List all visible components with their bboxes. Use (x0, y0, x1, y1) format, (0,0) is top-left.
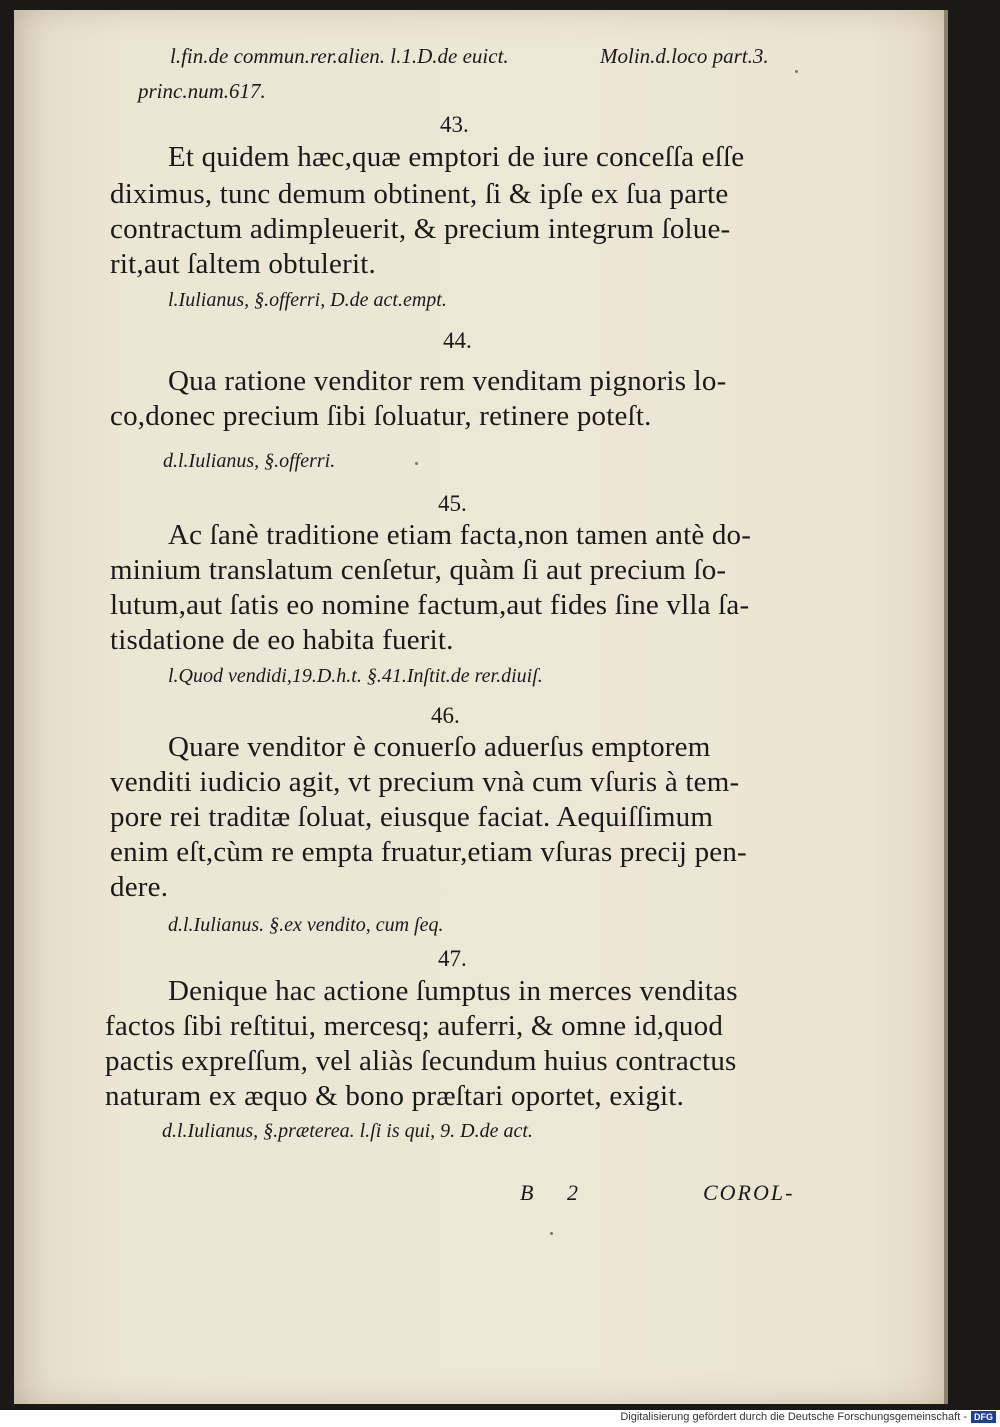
paragraph-line: enim eſt,cùm re empta fruatur,etiam vſuras precij pen- (110, 836, 747, 868)
paragraph-line: lutum,aut ſatis eo nomine factum,aut fides ſine vlla ſa- (110, 589, 750, 621)
header-citation-left: l.fin.de commun.rer.alien. l.1.D.de euict. (170, 44, 509, 68)
paragraph-line: tisdatione de eo habita fuerit. (110, 624, 454, 656)
paragraph-line: diximus, tunc demum obtinent, ſi & ipſe ex ſua parte (110, 178, 729, 210)
paragraph-line: factos ſibi reſtitui, mercesq; auferri, & omne id,quod (105, 1010, 724, 1042)
paragraph-line: Denique hac actione ſumptus in merces venditas (168, 975, 738, 1007)
section-number: 43. (440, 112, 469, 137)
paragraph-line: venditi iudicio agit, vt precium vnà cum vſuris à tem- (110, 766, 740, 798)
paragraph-line: pactis expreſſum, vel aliàs ſecundum huius contractus (105, 1045, 737, 1077)
catchword: COROL- (703, 1180, 795, 1205)
section-number: 45. (438, 491, 467, 516)
paragraph-line: naturam ex æquo & bono præſtari oportet, exigit. (105, 1080, 685, 1112)
signature-mark: B 2 (520, 1180, 592, 1205)
section-number: 46. (431, 703, 460, 728)
paragraph-line: Qua ratione venditor rem venditam pignoris lo- (168, 365, 727, 397)
header-citation-continued: princ.num.617. (138, 79, 266, 103)
paragraph-line: Quare venditor è conuerſo aduerſus emptorem (168, 731, 711, 763)
paragraph-line: pore rei traditæ ſoluat, eiusque faciat. Aequiſſimum (110, 801, 714, 833)
paragraph-line: Ac ſanè traditione etiam facta,non tamen antè do- (168, 519, 752, 551)
dfg-logo: DFG (971, 1411, 996, 1423)
paper-speck (415, 462, 418, 465)
page-edge (944, 10, 948, 1404)
section-number: 47. (438, 946, 467, 971)
paper-speck (550, 1232, 553, 1235)
citation: l.Quod vendidi,19.D.h.t. §.41.Inſtit.de rer.diuiſ. (168, 665, 543, 687)
citation: l.Iulianus, §.offerri, D.de act.empt. (168, 289, 447, 311)
paragraph-line: contractum adimpleuerit, & precium integrum ſolue- (110, 213, 731, 245)
paragraph-line: dere. (110, 871, 169, 903)
citation: d.l.Iulianus. §.ex vendito, cum ſeq. (168, 914, 444, 936)
paper-speck (795, 70, 798, 73)
section-number: 44. (443, 328, 472, 353)
paragraph-line: Et quidem hæc,quæ emptori de iure conceſſa eſſe (168, 141, 745, 173)
citation: d.l.Iulianus, §.offerri. (163, 450, 336, 472)
credit-text: Digitalisierung gefördert durch die Deutsche Forschungsgemeinschaft - (620, 1411, 967, 1423)
paragraph-line: co,donec precium ſibi ſoluatur, retinere poteſt. (110, 400, 652, 432)
header-citation-right: Molin.d.loco part.3. (600, 44, 769, 68)
paragraph-line: minium translatum cenſetur, quàm ſi aut precium ſo- (110, 554, 727, 586)
credit-bar (0, 1410, 1000, 1427)
citation: d.l.Iulianus, §.præterea. l.ſi is qui, 9. D.de act. (162, 1120, 533, 1142)
credit-text-wrapper (620, 1411, 996, 1423)
paragraph-line: rit,aut ſaltem obtulerit. (110, 248, 376, 280)
